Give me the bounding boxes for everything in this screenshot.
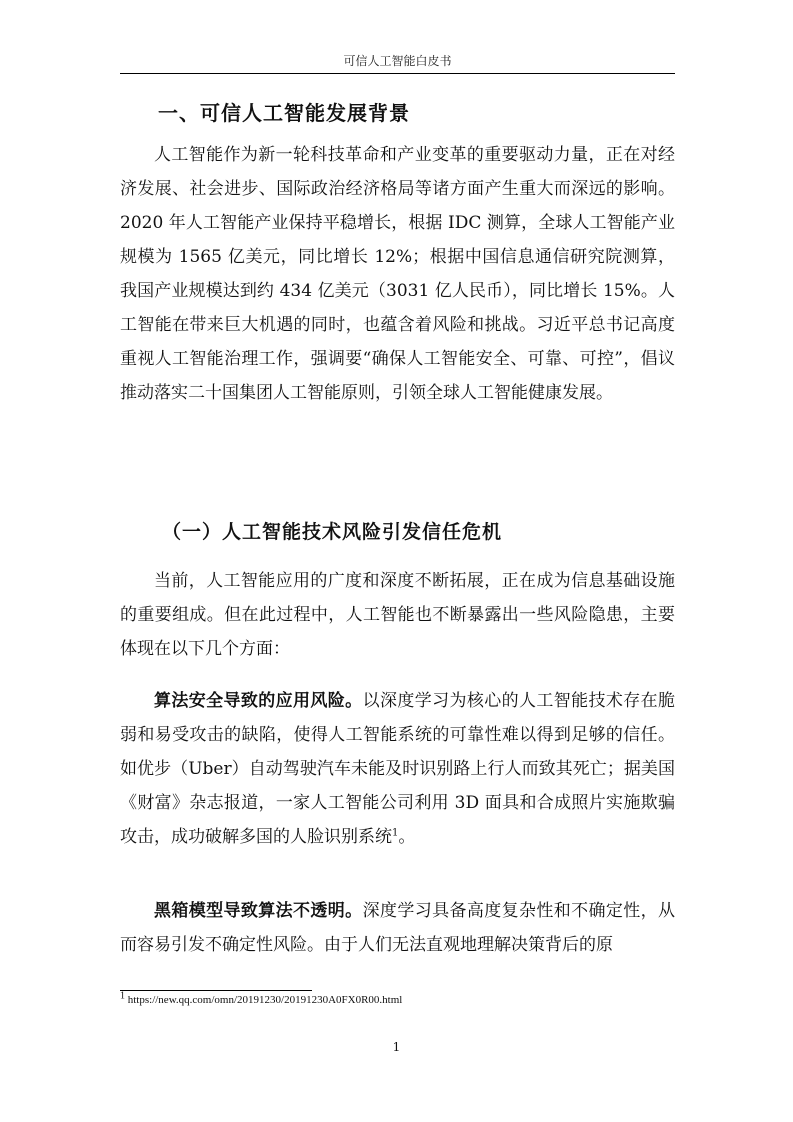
subsection-heading: （一）人工智能技术风险引发信任危机 bbox=[162, 521, 503, 543]
risk-paragraph-algorithm-security bbox=[120, 684, 675, 854]
running-header: 可信人工智能白皮书 bbox=[343, 54, 452, 68]
risk-body-black-box: 深度学习具备高度复杂性和不确定性，从而容易引发不确定性风险。由于人们无法直观地理解决策背后的原 bbox=[120, 901, 676, 955]
risk-title-black-box: 黑箱模型导致算法不透明。 bbox=[154, 901, 363, 921]
background-paragraph: 人工智能作为新一轮科技革命和产业变革的重要驱动力量，正在对经济发展、社会进步、国际政治经济格局等诸方面产生重大而深远的影响。2020 年人工智能产业保持平稳增长，根据 IDC 测算，全球人工智能产业规模为 1565 亿美元，同比增长 12%；根据中国信息通信研究院测算，我国产业规模达到约 434 亿美元（3031 亿人民币），同比增长 15%。人工智能在带来巨大机遇的同时，也蕴含着风险和挑战。习近平总书记高度重视人工智能治理工作，强调要“确保人工智能安全、可靠、可控”，倡议推动落实二十国集团人工智能原则，引领全球人工智能健康发展。 bbox=[120, 145, 675, 403]
risk-body-algorithm-security: 以深度学习为核心的人工智能技术存在脆弱和易受攻击的缺陷，使得人工智能系统的可靠性难以得到足够的信任。如优步（Uber）自动驾驶汽车未能及时识别路上行人而致其死亡；据美国《财富》杂志报道，一家人工智能公司利用 3D 面具和合成照片实施欺骗攻击，成功破解多国的人脸识别系统 bbox=[120, 691, 676, 847]
footnote bbox=[120, 990, 403, 1006]
risk-paragraph-black-box bbox=[120, 894, 675, 962]
section-heading: 一、可信人工智能发展背景 bbox=[158, 101, 410, 125]
intro-paragraph: 当前，人工智能应用的广度和深度不断拓展，正在成为信息基础设施的重要组成。但在此过程中，人工智能也不断暴露出一些风险隐患，主要体现在以下几个方面： bbox=[120, 571, 675, 659]
footnote-reference[interactable]: 1 bbox=[392, 827, 399, 839]
risk-body-end: 。 bbox=[398, 827, 416, 847]
footnote-url[interactable]: https://new.qq.com/omn/20191230/20191230A0FX0R00.html bbox=[127, 994, 403, 1006]
page-number: 1 bbox=[392, 1040, 401, 1054]
footnote-rule bbox=[120, 990, 312, 991]
header-rule bbox=[120, 73, 675, 74]
risk-title-algorithm-security: 算法安全导致的应用风险。 bbox=[154, 691, 363, 711]
footnote-marker: 1 bbox=[120, 990, 125, 1002]
